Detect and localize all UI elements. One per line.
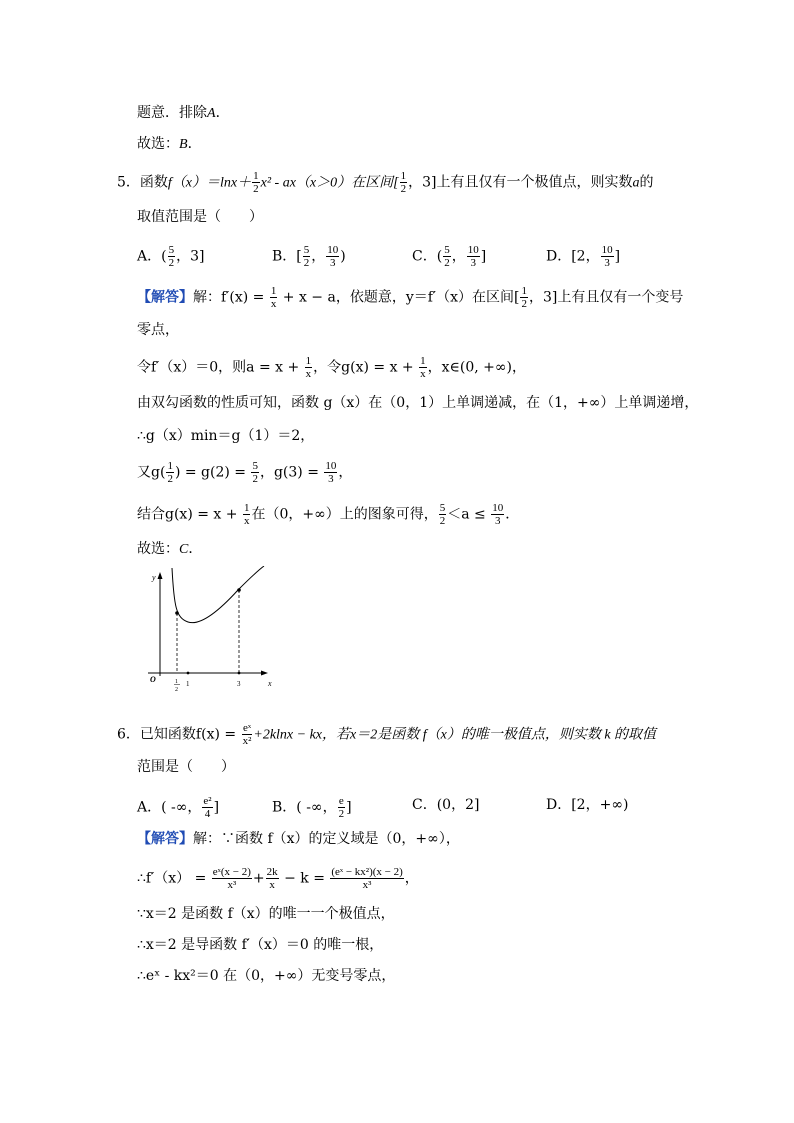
- origin-label: O: [150, 675, 156, 684]
- tick-3-label: 3: [237, 680, 241, 688]
- q5-option-d: D．[2， $\frac{10}{3}$ ]: [546, 244, 621, 269]
- point-three: [237, 588, 241, 592]
- q6-answer-line4: ∴x＝2 是导函数 f′（x）＝0 的唯一根，: [137, 937, 384, 953]
- q5-stem-line2: 取值范围是（ ）: [137, 209, 263, 225]
- q5-answer-line3: 令f′（x）＝0，则a = x + $\frac{1}{x}$ ，令g(x) = x + $\frac{1}{x}$ ，x∈(0, +∞)，: [137, 355, 527, 380]
- answer-tag: 【解答】: [137, 831, 193, 847]
- q6-answer-line3: ∵x＝2 是函数 f（x）的唯一一个极值点，: [137, 906, 395, 922]
- q6-option-d: D．[2，+∞): [546, 797, 629, 813]
- q5-stem: 5．函数f（x）＝lnx＋ $\frac{1}{2}$ x² - ax（x＞0）在区间[ $\frac{1}{2}$ ，3]上有且仅有一个极值点，则实数a的: [117, 170, 654, 195]
- q6-answer-line5: ∴eˣ - kx²＝0 在（0，+∞）无变号零点，: [137, 968, 396, 984]
- q5-selection: 故选：C．: [137, 541, 203, 557]
- tick-half-den: 2: [175, 687, 178, 693]
- q6-stem-line2: 范围是（ ）: [137, 759, 235, 775]
- q5-option-b: B．[ $\frac{5}{2}$ ， $\frac{10}{3}$ ): [272, 244, 346, 269]
- q5-answer-line7: 结合g(x) = x + $\frac{1}{x}$ 在（0，+∞）上的图象可得， $\frac{5}{2}$ ＜a ≤ $\frac{10}{3}$ ．: [137, 502, 520, 527]
- point-half: [175, 611, 179, 615]
- q6-option-b: B．( -∞， $\frac{e}{2}$ ]: [272, 795, 352, 820]
- y-axis-arrow: [158, 572, 163, 579]
- function-graph: [138, 566, 278, 694]
- tick-point-3: [238, 672, 241, 675]
- q5-option-c: C．( $\frac{5}{2}$ ， $\frac{10}{3}$ ]: [412, 244, 487, 269]
- tick-1-label: 1: [186, 680, 190, 688]
- tick-half-num: 1: [175, 679, 178, 685]
- q5-answer-line2: 零点，: [137, 322, 179, 338]
- prev-line-2: 故选：B．: [137, 136, 202, 152]
- curve-g: [172, 566, 264, 623]
- x-axis-arrow: [261, 671, 268, 676]
- answer-tag: 【解答】: [137, 289, 193, 306]
- prev-line-1: 题意．排除A．: [137, 105, 230, 121]
- q5-answer-line4: 由双勾函数的性质可知，函数 g（x）在（0，1）上单调递减，在（1，+∞）上单调递增，: [137, 395, 699, 411]
- y-label: y: [152, 573, 156, 582]
- q5-answer-line5: ∴g（x）min＝g（1）＝2，: [137, 428, 315, 444]
- q5-answer-line1: 【解答】解：f′(x) = $\frac{1}{x}$ + x − a，依题意，y＝f′（x）在区间[ $\frac{1}{2}$ ，3]上有且仅有一个变号: [137, 285, 684, 310]
- q6-stem: 6．已知函数f(x) = $\frac{\text{eˣ}}{\text{x²}}$ +2klnx − kx，若x＝2是函数 f（x）的唯一极值点，则实数 k 的取值: [117, 722, 657, 747]
- tick-point-1: [187, 672, 190, 675]
- q6-option-a: A．( -∞， $\frac{\text{e²}}{4}$ ]: [137, 795, 220, 820]
- x-label: x: [268, 679, 272, 688]
- q6-option-c: C．(0，2]: [412, 797, 480, 813]
- q6-answer-line2: ∴f′（x） = $\frac{\text{eˣ(x − 2)}}{\text{x³}}$ + $\frac{2k}{x}$ − k = $\frac{\text{(eˣ − kx²)(x − 2)}}{\text{x³}}$ ，: [137, 866, 419, 891]
- q5-answer-line6: 又g( $\frac{1}{2}$ ) = g(2) = $\frac{5}{2}$ ，g(3) = $\frac{10}{3}$ ，: [137, 460, 353, 485]
- q6-answer-line1: 【解答】解：∵函数 f（x）的定义域是（0，+∞），: [137, 831, 460, 847]
- q5-option-a: A．( $\frac{5}{2}$ ，3]: [137, 244, 205, 269]
